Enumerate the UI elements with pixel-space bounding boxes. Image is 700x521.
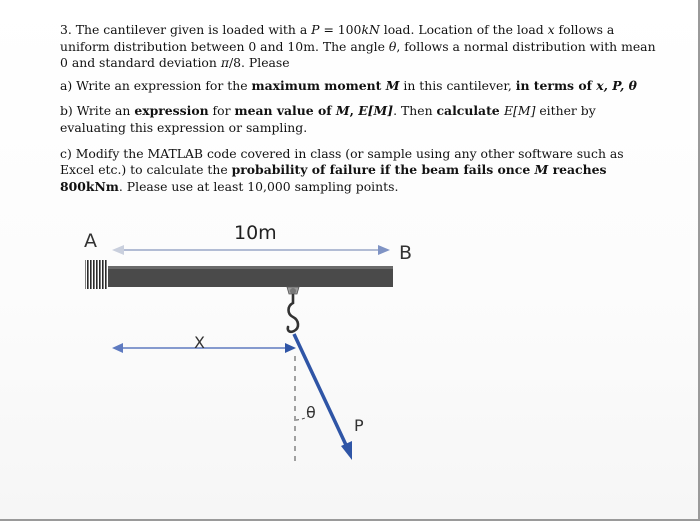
cantilever-beam	[108, 266, 393, 287]
point-a-label: A	[84, 230, 97, 252]
fixed-support	[85, 260, 108, 289]
hook-icon	[287, 287, 299, 332]
part-a: a) Write an expression for the maximum moment M in this cantilever, in terms of x, P, θ	[60, 77, 637, 93]
theta-label: θ	[306, 403, 316, 422]
span-label: 10m	[234, 222, 277, 244]
load-arrow	[294, 334, 352, 460]
beam-highlight	[108, 266, 393, 269]
part-c: c) Modify the MATLAB code covered in class (or sample using any other software such as Excel etc.) to calculate the probability of failure if the beam fails once M reaches 800kNm. Please use at least 10,000 sampling points.	[60, 145, 624, 194]
load-p-label: P	[354, 416, 364, 435]
point-b-label: B	[399, 242, 413, 264]
span-dimension-arrow	[112, 245, 390, 255]
x-label: X	[194, 333, 205, 352]
problem-statement: 3. The cantilever given is loaded with a P = 100kN load. Location of the load x follows a uniform distribution between 0 and 10m. The angle θ, follows a normal distribution with mean 0 and standard deviation π/8. Please	[60, 22, 656, 71]
part-b: b) Write an expression for mean value of M, E[M]. Then calculate E[M] either by evaluating this expression or sampling.	[60, 103, 596, 135]
